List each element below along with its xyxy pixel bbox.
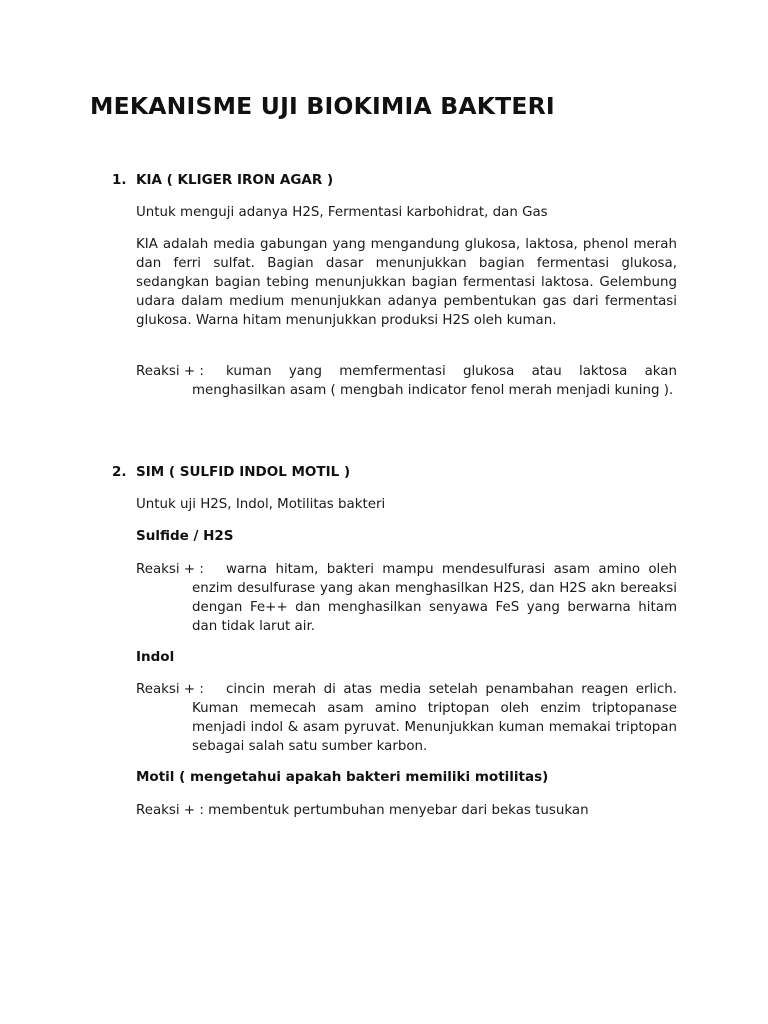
section-title: KIA ( KLIGER IRON AGAR ) [136, 172, 334, 188]
reaction-label: Reaksi + : [136, 562, 204, 577]
subsection-heading-indol: Indol [136, 649, 175, 665]
motil-reaction [136, 801, 589, 820]
reaction-label: Reaksi + : [136, 682, 204, 697]
section-title: SIM ( SULFID INDOL MOTIL ) [136, 464, 351, 480]
reaction-text: kuman yang memfermentasi glukosa atau laktosa akan menghasilkan asam ( mengbah indicator fenol merah menjadi kuning ). [192, 364, 677, 398]
reaction-label: Reaksi + : [136, 364, 204, 379]
section-number: 2. [112, 464, 127, 480]
kia-reaction [136, 362, 677, 400]
sulfide-reaction [136, 560, 677, 636]
sim-purpose: Untuk uji H2S, Indol, Motilitas bakteri [136, 497, 386, 512]
section-number: 1. [112, 172, 127, 188]
reaction-label: Reaksi + : [136, 803, 204, 818]
reaction-text: membentuk pertumbuhan menyebar dari bekas tusukan [208, 803, 589, 818]
kia-purpose: Untuk menguji adanya H2S, Fermentasi karbohidrat, dan Gas [136, 205, 548, 220]
subsection-heading-sulfide: Sulfide / H2S [136, 528, 234, 544]
reaction-text: cincin merah di atas media setelah penambahan reagen erlich. Kuman memecah asam amino triptopan oleh enzim triptopanase menjadi indol & asam pyruvat. Menunjukkan kuman memakai triptopan sebagai salah satu sumber karbon. [192, 682, 677, 754]
document-title: MEKANISME UJI BIOKIMIA BAKTERI [90, 92, 555, 120]
section-heading-kia [112, 172, 333, 188]
kia-description: KIA adalah media gabungan yang mengandung glukosa, laktosa, phenol merah dan ferri sulfat. Bagian dasar menunjukkan bagian fermentasi glukosa, sedangkan bagian tebing menunjukkan bagian fermentasi laktosa. Gelembung udara dalam medium menunjukkan adanya pembentukan gas dari fermentasi glukosa. Warna hitam menunjukkan produksi H2S oleh kuman. [136, 237, 677, 328]
section-heading-sim [112, 464, 350, 480]
subsection-heading-motil: Motil ( mengetahui apakah bakteri memiliki motilitas) [136, 769, 549, 785]
indol-reaction [136, 680, 677, 756]
reaction-text: warna hitam, bakteri mampu mendesulfurasi asam amino oleh enzim desulfurase yang akan menghasilkan H2S, dan H2S akn bereaksi dengan Fe++ dan menghasilkan senyawa FeS yang berwarna hitam dan tidak larut air. [192, 562, 677, 634]
